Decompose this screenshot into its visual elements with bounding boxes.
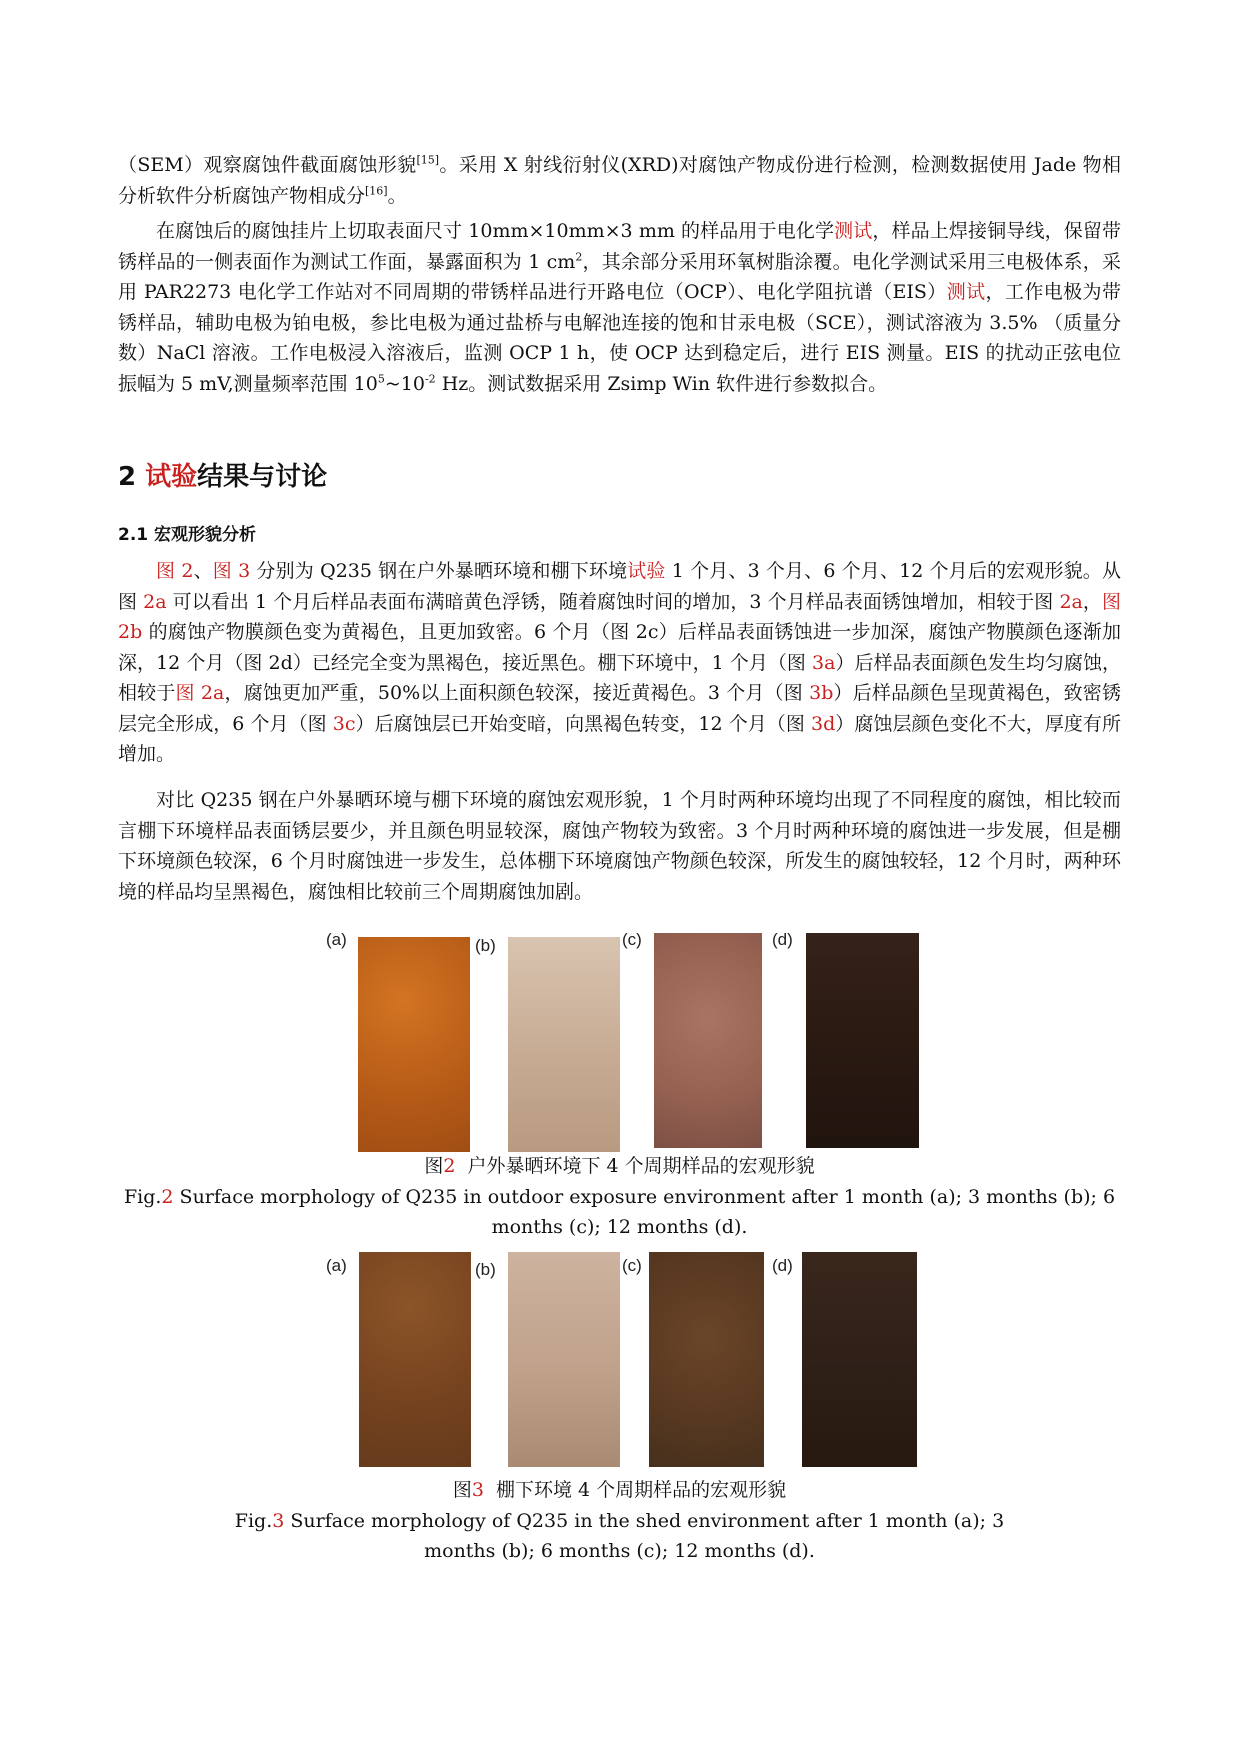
figure-2-sample-a (358, 937, 470, 1152)
figure-3-sample-c (649, 1252, 764, 1467)
figure-2-sample-d (806, 933, 919, 1148)
figure-3-label-c: (c) (622, 1256, 642, 1275)
subsection-heading: 2.1 宏观形貌分析 (118, 525, 257, 545)
figure-2-label-a: (a) (326, 930, 347, 949)
figure-2-label-d: (d) (772, 930, 793, 949)
paragraph-sem-xrd: （SEM）观察腐蚀件截面腐蚀形貌[15]。采用 X 射线衍射仪(XRD)对腐蚀产物成份进行检测，检测数据使用 Jade 物相分析软件分析腐蚀产物相成分[16]。 (118, 153, 1121, 207)
paragraph-comparison: 对比 Q235 钢在户外暴晒环境与棚下环境的腐蚀宏观形貌，1 个月时两种环境均出现了不同程度的腐蚀，相比较而言棚下环境样品表面锈层要少，并且颜色明显较深，腐蚀产物较为致密。3 个月时两种环境的腐蚀进一步发展，但是棚下环境颜色较深，6 个月时腐蚀进一步发生，总体棚下环境腐蚀产物颜色较深，所发生的腐蚀较轻，12 个月时，两种环境的样品均呈黑褐色，腐蚀相比较前三个周期腐蚀加剧。 (118, 789, 1121, 903)
figure-3-sample-a (359, 1252, 471, 1467)
figure-3-sample-b (508, 1252, 620, 1467)
figure-2-sample-c (654, 933, 762, 1148)
figure-3-caption-cn: 图3 棚下环境 4 个周期样品的宏观形貌 (452, 1479, 787, 1501)
paragraph-electrochemical-test: 在腐蚀后的腐蚀挂片上切取表面尺寸 10mm×10mm×3 mm 的样品用于电化学测试，样品上焊接铜导线，保留带锈样品的一侧表面作为测试工作面，暴露面积为 1 $cm^2$，其余部分采用环氧树脂涂覆。电化学测试采用三电极体系，采用 PAR2273 电化学工作站对不同周期的带锈样品进行开路电位（OCP）、电化学阻抗谱（EIS）测试，工作电极为带锈样品，辅助电极为铂电极，参比电极为通过盐桥与电解池连接的饱和甘汞电极（SCE），测试溶液为 3.5% （质量分数）NaCl 溶液。工作电极浸入溶液后，监测 OCP 1 h，使 OCP 达到稳定后，进行 EIS 测量。EIS 的扰动正弦电位振幅为 5 mV,测量频率范围 $10^5\sim 10^{-2}$ Hz。测试数据采用 Zsimp Win 软件进行参数拟合。 (118, 220, 1121, 395)
figure-3-label-d: (d) (772, 1256, 793, 1275)
figure-2-sample-b (508, 937, 620, 1152)
figure-2-label-b: (b) (475, 936, 496, 955)
section-heading: 2 试验结果与讨论 (118, 462, 328, 492)
figure-2-caption-en: Fig.2 Surface morphology of Q235 in outdoor exposure environment after 1 month (a); 3 months (b); 6 months (c); 12 months (d). (123, 1186, 1116, 1238)
figure-3-caption-en: Fig.3 Surface morphology of Q235 in the shed environment after 1 month (a); 3 months (b); 6 months (c); 12 months (d). (234, 1510, 1005, 1562)
figure-2-label-c: (c) (622, 930, 642, 949)
figure-3-label-a: (a) (326, 1256, 347, 1275)
figure-3-label-b: (b) (475, 1260, 496, 1279)
paragraph-macro-morphology: 图 2、图 3 分别为 Q235 钢在户外暴晒环境和棚下环境试验 1 个月、3 个月、6 个月、12 个月后的宏观形貌。从图 2a 可以看出 1 个月后样品表面布满暗黄色浮锈，随着腐蚀时间的增加，3 个月样品表面锈蚀增加，相较于图 2a，图 2b 的腐蚀产物膜颜色变为黄褐色，且更加致密。6 个月（图 2c）后样品表面锈蚀进一步加深，腐蚀产物膜颜色逐渐加深，12 个月（图 2d）已经完全变为黑褐色，接近黑色。棚下环境中，1 个月（图 3a）后样品表面颜色发生均匀腐蚀，相较于图 2a，腐蚀更加严重，50%以上面积颜色较深，接近黄褐色。3 个月（图 3b）后样品颜色呈现黄褐色，致密锈层完全形成，6 个月（图 3c）后腐蚀层已开始变暗，向黑褐色转变，12 个月（图 3d）腐蚀层颜色变化不大，厚度有所增加。 (118, 560, 1121, 765)
figure-2-caption-cn: 图2 户外暴晒环境下 4 个周期样品的宏观形貌 (424, 1155, 815, 1177)
figure-3-sample-d (802, 1252, 917, 1467)
